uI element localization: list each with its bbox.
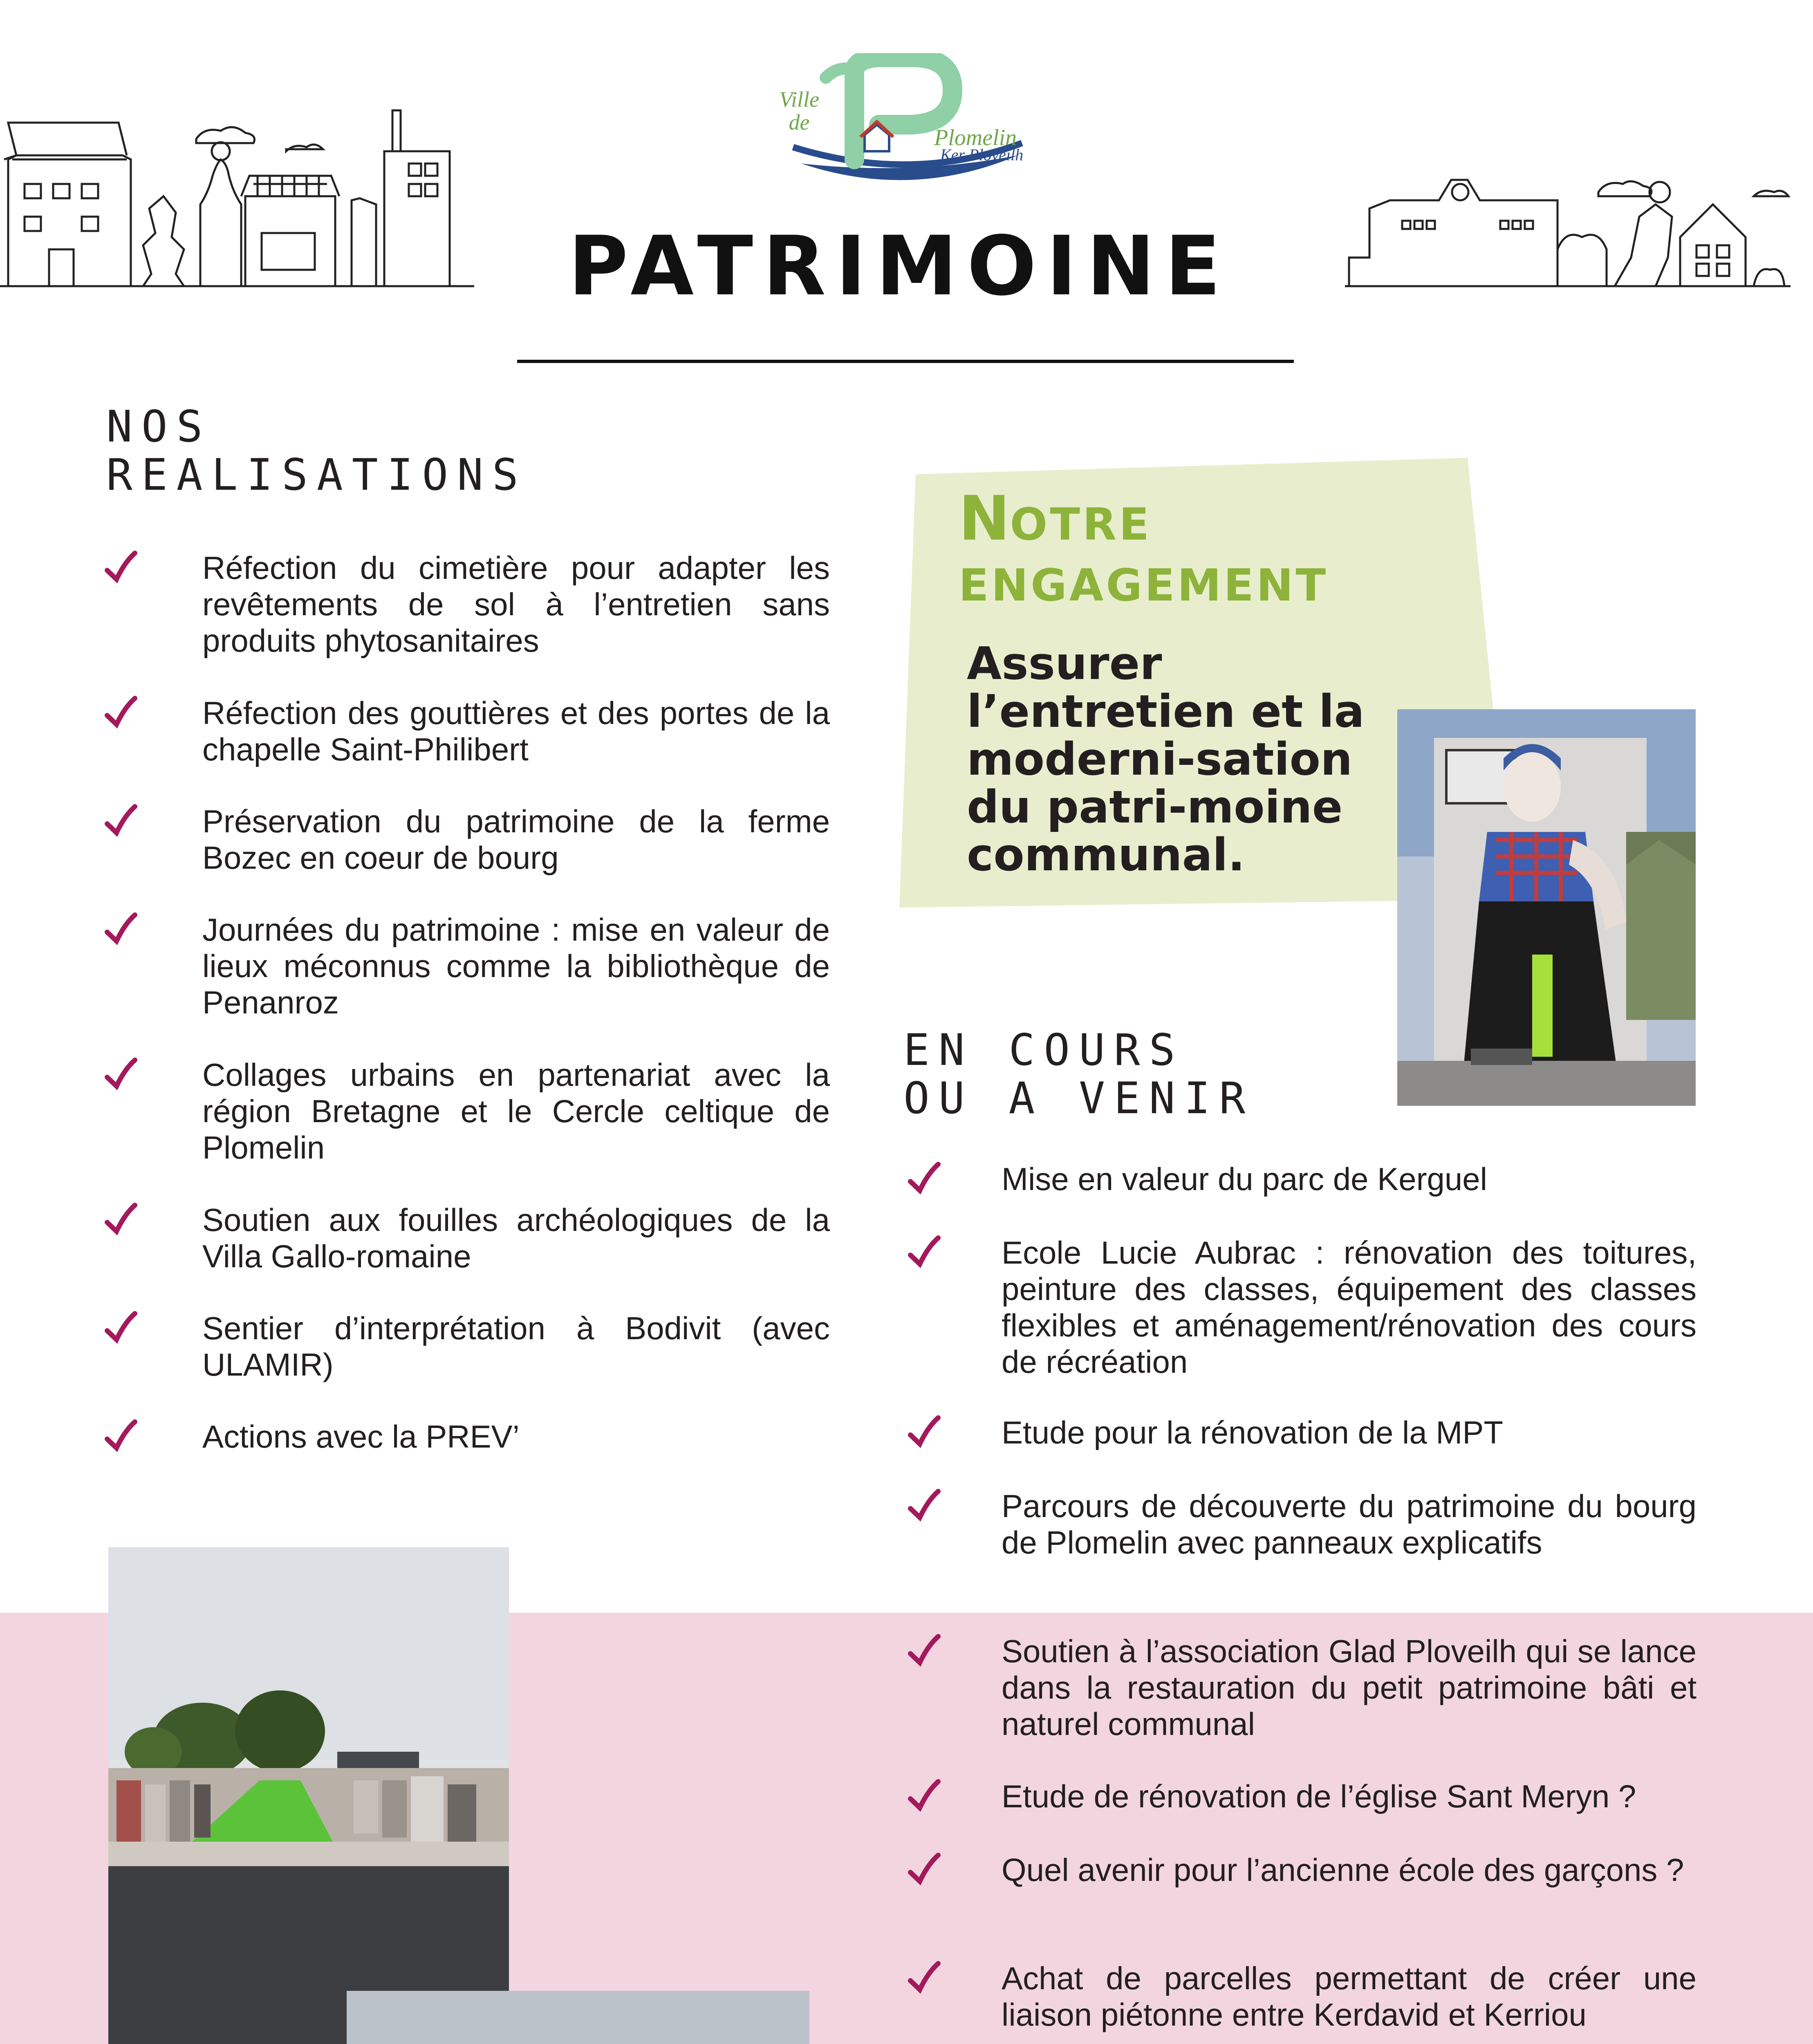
heading-rest: OTRE: [1010, 499, 1152, 550]
list-item-text: Sentier d’interprétation à Bodivit (avec ULAMIR): [202, 1310, 830, 1383]
checkmark-icon: [905, 1161, 942, 1198]
list-item: [905, 1633, 1696, 1752]
logo-plomelin-text: Plomelin: [934, 125, 1017, 150]
checkmark-icon: [905, 1852, 942, 1889]
checkmark-icon: [905, 1633, 942, 1670]
checkmark-icon: [102, 912, 139, 948]
list-item-text: Etude pour la rénovation de la MPT: [1002, 1414, 1504, 1450]
list-item: [102, 1419, 830, 1464]
list-item: [905, 1414, 1696, 1459]
photo-parc-kerguel: [347, 1991, 809, 2044]
checkmark-icon: [102, 1202, 139, 1239]
list-item: [905, 1852, 1696, 1934]
heading-initial: N: [959, 483, 1010, 554]
notre-engagement-heading: [959, 483, 1490, 611]
list-item-text: Quel avenir pour l’ancienne école des garçons ?: [1002, 1852, 1684, 1888]
list-item: [102, 550, 830, 668]
checkmark-icon: [102, 695, 139, 732]
list-item-text: Achat de parcelles permettant de créer une liaison piétonne entre Kerdavid et Kerriou: [1002, 1960, 1696, 2033]
skyline-drawing-left: [0, 102, 478, 294]
engagement-statement: Assurer l’entretien et la moderni-sation du patri-moine communal.: [967, 637, 1365, 881]
logo-ville-de-text: Ville de: [779, 87, 819, 134]
list-item-text: Ecole Lucie Aubrac : rénovation des toitures, peinture des classes, équipement des classes flexibles et aménagement/rénovation des cours de récréation: [1002, 1235, 1696, 1380]
heading-line: REALISATIONS: [106, 450, 527, 500]
list-item-text: Préservation du patrimoine de la ferme Bozec en coeur de bourg: [202, 803, 830, 876]
list-item: [905, 1488, 1696, 1607]
checkmark-icon: [102, 1310, 139, 1347]
list-item-text: Soutien à l’association Glad Ploveilh qui se lance dans la restauration du petit patrimoine bâti et naturel communal: [1002, 1633, 1696, 1742]
list-item-text: Réfection des gouttières et des portes de la chapelle Saint-Philibert: [202, 695, 830, 767]
list-item-text: Collages urbains en partenariat avec la région Bretagne et le Cercle celtique de Plomelin: [202, 1057, 830, 1165]
nos-realisations-heading: [106, 403, 679, 499]
en-cours-ou-a-venir-heading: [903, 1026, 1476, 1123]
heading-line: NOS: [106, 401, 212, 452]
list-item: [905, 1235, 1696, 1390]
list-item-text: Journées du patrimoine : mise en valeur de lieux méconnus comme la bibliothèque de Penanroz: [202, 912, 830, 1020]
photo-cimetiere: [108, 1547, 509, 2044]
heading-line-2: ENGAGEMENT: [959, 560, 1329, 611]
list-item: [102, 1202, 830, 1284]
checkmark-icon: [905, 1414, 942, 1451]
list-item: [102, 1057, 830, 1175]
list-item-text: Actions avec la PREV’: [202, 1419, 520, 1455]
heading-line: EN COURS: [903, 1025, 1184, 1075]
checkmark-icon: [905, 1488, 942, 1525]
list-item-text: Soutien aux fouilles archéologiques de la Villa Gallo-romaine: [202, 1202, 830, 1274]
heading-line: OU A VENIR: [903, 1073, 1255, 1123]
list-item: [905, 1161, 1696, 1206]
list-item: [905, 1778, 1696, 1823]
list-item: [102, 912, 830, 1030]
logo-ker-ploveilh-text: Ker Ploveilh: [940, 146, 1024, 164]
list-item-text: Parcours de découverte du patrimoine du bourg de Plomelin avec panneaux explicatifs: [1002, 1488, 1696, 1560]
skyline-drawing-right: [1345, 155, 1795, 294]
page-title: PATRIMOINE: [568, 219, 1230, 314]
list-item: [102, 695, 830, 777]
list-item-text: Réfection du cimetière pour adapter les revêtements de sol à l’entretien sans produits phytosanitaires: [202, 550, 830, 659]
list-item: [905, 1960, 1696, 2044]
checkmark-icon: [102, 550, 139, 587]
checkmark-icon: [905, 1778, 942, 1815]
list-item-text: Mise en valeur du parc de Kerguel: [1002, 1161, 1488, 1197]
list-item: [102, 803, 830, 885]
checkmark-icon: [102, 1419, 139, 1455]
checkmark-icon: [102, 803, 139, 840]
title-underline: [517, 360, 1294, 363]
checkmark-icon: [905, 1960, 942, 1997]
list-item: [102, 1310, 830, 1392]
list-item-text: Etude de rénovation de l’église Sant Meryn ?: [1002, 1778, 1636, 1814]
checkmark-icon: [905, 1235, 942, 1271]
checkmark-icon: [102, 1057, 139, 1094]
